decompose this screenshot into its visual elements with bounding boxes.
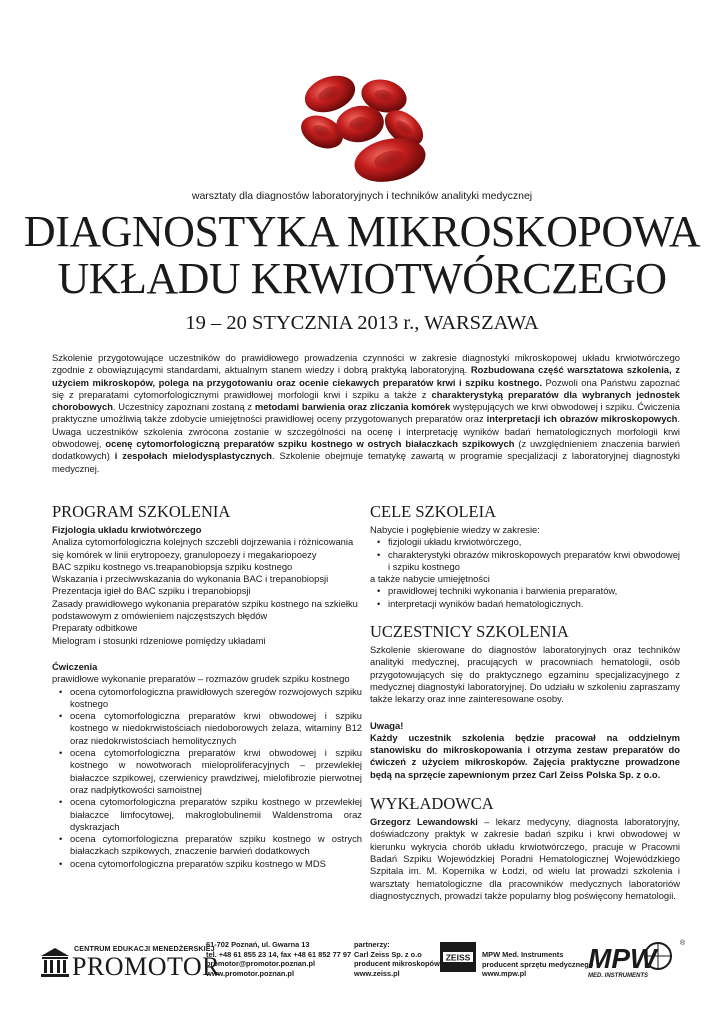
registered-mark: ® (680, 940, 686, 947)
contact-block (206, 940, 351, 978)
mpw-desc: producent sprzętu medycznego (482, 959, 594, 969)
intro-segment: Pozwoli ona Państwu zapoznać się z preparatami cytomorfologicznymi prawidłowej morfologii krwi i szpiku a także z (52, 376, 680, 400)
program-section (52, 502, 362, 870)
fizjologia-line: Wskazania i przeciwwskazania do wykonania BAC i trepanobiopsji (52, 573, 329, 585)
intro-segment: (z uwzględnieniem znaczenia barwień dodatkowych) (52, 438, 680, 462)
partner-zeiss-block (354, 940, 440, 978)
intro-segment: . Uwaga uczestników szkolenia zwrócona zostanie w szczególności na ocenę i interpretację wyników badań hematologicznych morfologii krwi obwodowej, (52, 413, 680, 450)
fizjologia-line: podstawowym z omówieniem najczęstszych błędów (52, 610, 268, 622)
cwiczenia-heading: Ćwiczenia (52, 660, 98, 672)
promotor-name: PROMOTOR (72, 952, 221, 981)
contact-address: 61-702 Poznań, ul. Gwarna 13 (206, 940, 310, 949)
partners-label: partnerzy: (354, 940, 390, 949)
intro-bold-segment: charakterystyką preparatów dla wybranych jednostek chorobowych (52, 388, 680, 413)
mpw-logo-subtitle: MED. INSTRUMENTS (588, 973, 648, 979)
cwiczenia-list (52, 686, 362, 870)
mpw-logo (586, 936, 690, 980)
list-item: • ocena cytomorfologiczna preparatów szpiku kostnego w MDS (70, 858, 362, 870)
intro-bold-segment: i zespołach mielodysplastycznych (114, 450, 272, 462)
mpw-logo-text: MPW (588, 943, 657, 974)
zeiss-website[interactable]: www.zeiss.pl (354, 968, 400, 978)
uwaga-text: Każdy uczestnik szkolenia będzie pracował na oddzielnym stanowisku do mikroskopowania i otrzyma zestaw preparatów do ćwiczeń z użyciem mikroskopów. Zajęcia praktyczne prowadzone będą na sprzęcie zapewnionym przez Carl Zeiss Polska Sp. z o.o. (370, 731, 680, 780)
cele-mid: a także nabycie umiejętności (370, 573, 490, 585)
event-dates: 19 – 20 STYCZNIA 2013 r., WARSZAWA (185, 312, 539, 334)
contact-website[interactable]: www.promotor.poznan.pl (206, 968, 294, 978)
intro-bold-segment: ocenę cytomorfologiczną preparatów szpiku kostnego w ostrych białaczkach szpikowych (105, 438, 515, 450)
list-item: • ocena cytomorfologiczna prawidłowych szeregów rozwojowych szpiku kostnego (70, 686, 362, 711)
page-title-line-1: DIAGNOSTYKA MIKROSKOPOWA (23, 207, 701, 256)
zeiss-logo-text: ZEISS (445, 952, 471, 963)
intro-segment: Szkolenie przygotowujące uczestników do prawidłowego prowadzenia czynności w zakresie diagnostyki mikroskopowej układu krwiotwórczego zgodnie z obowiązującymi standardami, aktualnym stanem wiedzy i dobrą praktyką laboratoryjną. (52, 352, 680, 376)
intro-paragraph (52, 352, 680, 475)
promotor-logo (40, 942, 221, 982)
contact-phone: tel. +48 61 855 23 14, fax +48 61 852 77 97 (206, 949, 352, 959)
partner-mpw-block (482, 950, 593, 979)
fizjologia-line: się komórek w linii erytropoezy, granulopoezy i megakariopoezy (52, 548, 317, 560)
cwiczenia-intro: prawidłowe wykonanie preparatów – rozmazów grudek szpiku kostnego (52, 673, 350, 685)
fizjologia-list (52, 536, 362, 647)
intro-segment: . Uczestnicy zapoznani zostaną z (112, 401, 255, 413)
mpw-name: MPW Med. Instruments (482, 950, 564, 959)
list-item: • ocena cytomorfologiczna preparatów krwi obwodowej i szpiku kostnego w nowotworach mieloproliferacyjnych – przewlekłej białaczce szpikowej, czerwienicy prawdziwej, mielofibrozie pierwotnej oraz nadpłytkowości samoistnej (70, 747, 362, 796)
cele-intro: Nabycie i pogłębienie wiedzy w zakresie: (370, 524, 540, 535)
promotor-tagline: CENTRUM EDUKACJI MENEDŻERSKIEJ (74, 944, 215, 953)
cele-heading: CELE SZKOLEIA (370, 502, 497, 521)
list-item: • fizjologii układu krwiotwórczego, (388, 536, 680, 548)
event-subtitle: warsztaty dla diagnostów laboratoryjnych i techników analityki medycznej (191, 190, 533, 202)
zeiss-name: Carl Zeiss Sp. z o.o (354, 949, 422, 959)
fizjologia-line: Preparaty odbitkowe (52, 622, 138, 634)
intro-bold-segment: Rozbudowana część warsztatowa szkolenia, z użyciem mikroskopów, polega na przygotowaniu oraz ocenie ciekawych preparatów krwi i szpiku kostnego. (52, 364, 680, 388)
fizjologia-line: Zasady prawidłowego wykonania preparatów szpiku kostnego na szkiełku (52, 597, 358, 609)
uczestnicy-heading: UCZESTNICY SZKOLENIA (370, 622, 569, 642)
intro-segment: . Szkolenie obejmuje tematykę zawartą w programie specjalizacji z laboratoryjnej diagnostyki medycznej. (52, 450, 680, 474)
fizjologia-line: Analiza cytomorfologiczna kolejnych szczebli dojrzewania i różnicowania (52, 536, 354, 548)
page-title-line-2: UKŁADU KRWIOTWÓRCZEGO (57, 254, 667, 303)
intro-segment: występujących we krwi obwodowej i szpiku. Ćwiczenia praktyczne umożliwią także zdobycie umiejętności prawidłowej oceny przygotowanych preparatów oraz (52, 401, 681, 425)
fizjologia-line: BAC szpiku kostnego vs.treapanobiopsja szpiku kostnego (52, 560, 293, 572)
uczestnicy-text: Szkolenie skierowane do diagnostów laboratoryjnych oraz techników analityki medycznej, pracujących w pracowniach hematologii, osób przygotowujących się do praktycznego egzaminu specjalizacyjnego z medycznej diagnostyki laboratoryjnej. Do udziału w szkoleniu zapraszamy także lekarzy oraz inne zainteresowane osoby. (370, 644, 680, 705)
cele-skills-list (370, 585, 680, 610)
intro-bold-segment: metodami barwienia oraz zliczania komórek (254, 401, 451, 413)
fizjologia-line: Prezentacja igieł do BAC szpiku i trepanobiopsji (52, 585, 251, 597)
right-column (370, 502, 680, 902)
list-item: • ocena cytomorfologiczna preparatów szpiku kostnego w ostrych białaczkach szpikowych, znaczenie barwień dodatkowych (70, 833, 362, 858)
red-blood-cells-image (292, 66, 442, 184)
lecturer-name: Grzegorz Lewandowski (370, 816, 478, 828)
lecturer-bio: – lekarz medycyny, diagnosta laboratoryjny, doświadczony praktyk w zakresie badań szpiku i krwi obwodowej w kierunku wykrycia chorób układu krwiotwórczego, pracuje w Pracowni Badań Szpiku Wojewódzkiej Poradni Hematologicznej Wojewódzkiego Szpitala im. M. Kopernika w Łodzi, od wielu lat prowadzi szkolenia i warsztaty hematologiczne dla pracowników medycznych laboratoriów diagnostycznych, prowadzi także popularny blog poświęcony hematologii. (370, 816, 680, 901)
fizjologia-line: Mielogram i stosunki rdzeniowe pomiędzy układami (52, 634, 266, 646)
temple-icon (40, 946, 70, 978)
list-item: • interpretacji wyników badań hematologicznych. (388, 598, 680, 610)
cele-knowledge-list (370, 536, 680, 573)
zeiss-desc: producent mikroskopów (354, 959, 440, 969)
list-item: • ocena cytomorfologiczna preparatów krwi obwodowej i szpiku kostnego w niedokrwistościach niedoborowych żelaza, witaminy B12 oraz niedokrwistościach hemolitycznych (70, 710, 362, 747)
program-heading: PROGRAM SZKOLENIA (52, 502, 231, 521)
footer (40, 936, 690, 988)
contact-email[interactable]: promotor@promotor.poznan.pl (206, 959, 316, 969)
intro-bold-segment: interpretacji ich obrazów mikroskopowych (486, 413, 678, 425)
list-item: • ocena cytomorfologiczna preparatów szpiku kostnego w przewlekłej białaczce limfocytowej, makroglobulinemii Waldenstroma oraz dyskrazjach (70, 796, 362, 833)
uwaga-label: Uwaga! (370, 719, 404, 731)
mpw-website[interactable]: www.mpw.pl (482, 969, 527, 979)
list-item: • charakterystyki obrazów mikroskopowych preparatów krwi obwodowej i szpiku kostnego (388, 549, 680, 574)
list-item: • prawidłowej techniki wykonania i barwienia preparatów, (388, 585, 680, 597)
zeiss-logo (440, 942, 476, 972)
fizjologia-heading: Fizjologia układu krwiotwórczego (52, 524, 202, 535)
wykladowca-heading: WYKŁADOWCA (370, 794, 494, 814)
wykladowca-text (370, 816, 680, 902)
